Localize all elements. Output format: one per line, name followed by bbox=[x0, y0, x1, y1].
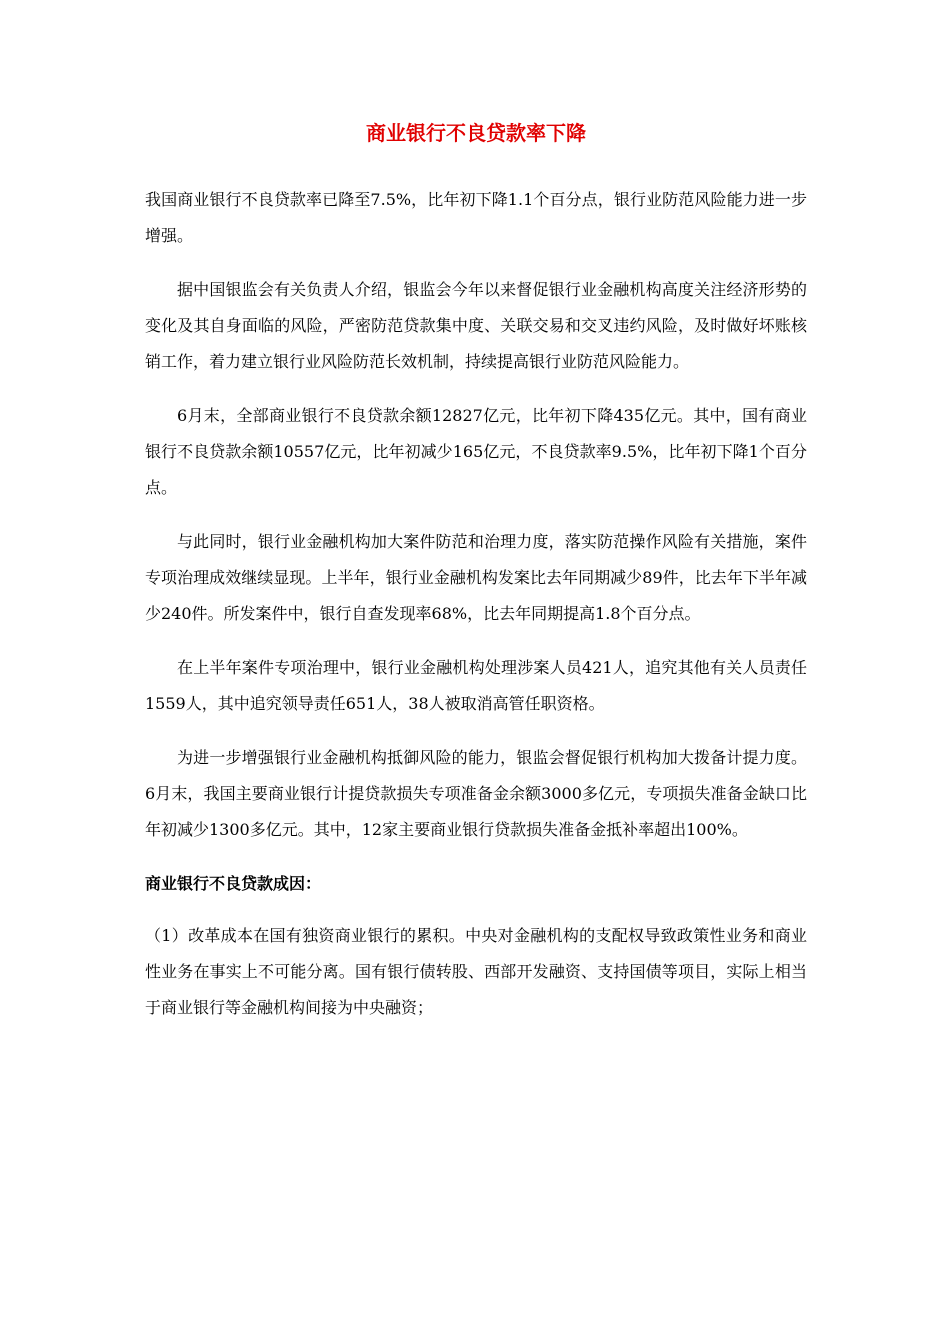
section-heading-causes: 商业银行不良贷款成因： bbox=[145, 874, 322, 893]
paragraph-june-figures: 6月末，全部商业银行不良贷款余额12827亿元，比年初下降435亿元。其中，国有商业银行不良贷款余额10557亿元，比年初减少165亿元，不良贷款率9.5%，比年初下降1个百分点。 bbox=[145, 406, 807, 497]
paragraph-case-prevention: 与此同时，银行业金融机构加大案件防范和治理力度，落实防范操作风险有关措施，案件专项治理成效继续显现。上半年，银行业金融机构发案比去年同期减少89件，比去年下半年减少240件。所发案件中，银行自查发现率68%，比去年同期提高1.8个百分点。 bbox=[145, 532, 807, 623]
document-page bbox=[145, 118, 807, 1044]
paragraph-cause-1: （1）改革成本在国有独资商业银行的累积。中央对金融机构的支配权导致政策性业务和商业性业务在事实上不可能分离。国有银行债转股、西部开发融资、支持国债等项目，实际上相当于商业银行等金融机构间接为中央融资； bbox=[145, 926, 807, 1017]
paragraph-provisioning: 为进一步增强银行业金融机构抵御风险的能力，银监会督促银行机构加大拨备计提力度。6月末，我国主要商业银行计提贷款损失专项准备金余额3000多亿元，专项损失准备金缺口比年初减少1300多亿元。其中，12家主要商业银行贷款损失准备金抵补率超出100%。 bbox=[145, 748, 807, 839]
paragraph-regulator-statement: 据中国银监会有关负责人介绍，银监会今年以来督促银行业金融机构高度关注经济形势的变化及其自身面临的风险，严密防范贷款集中度、关联交易和交叉违约风险，及时做好坏账核销工作，着力建立银行业风险防范长效机制，持续提高银行业防范风险能力。 bbox=[145, 280, 807, 371]
paragraph-intro: 我国商业银行不良贷款率已降至7.5%，比年初下降1.1个百分点，银行业防范风险能力进一步增强。 bbox=[145, 190, 807, 245]
document-title: 商业银行不良贷款率下降 bbox=[366, 121, 586, 145]
paragraph-case-handling: 在上半年案件专项治理中，银行业金融机构处理涉案人员421人，追究其他有关人员责任1559人，其中追究领导责任651人，38人被取消高管任职资格。 bbox=[145, 658, 807, 713]
